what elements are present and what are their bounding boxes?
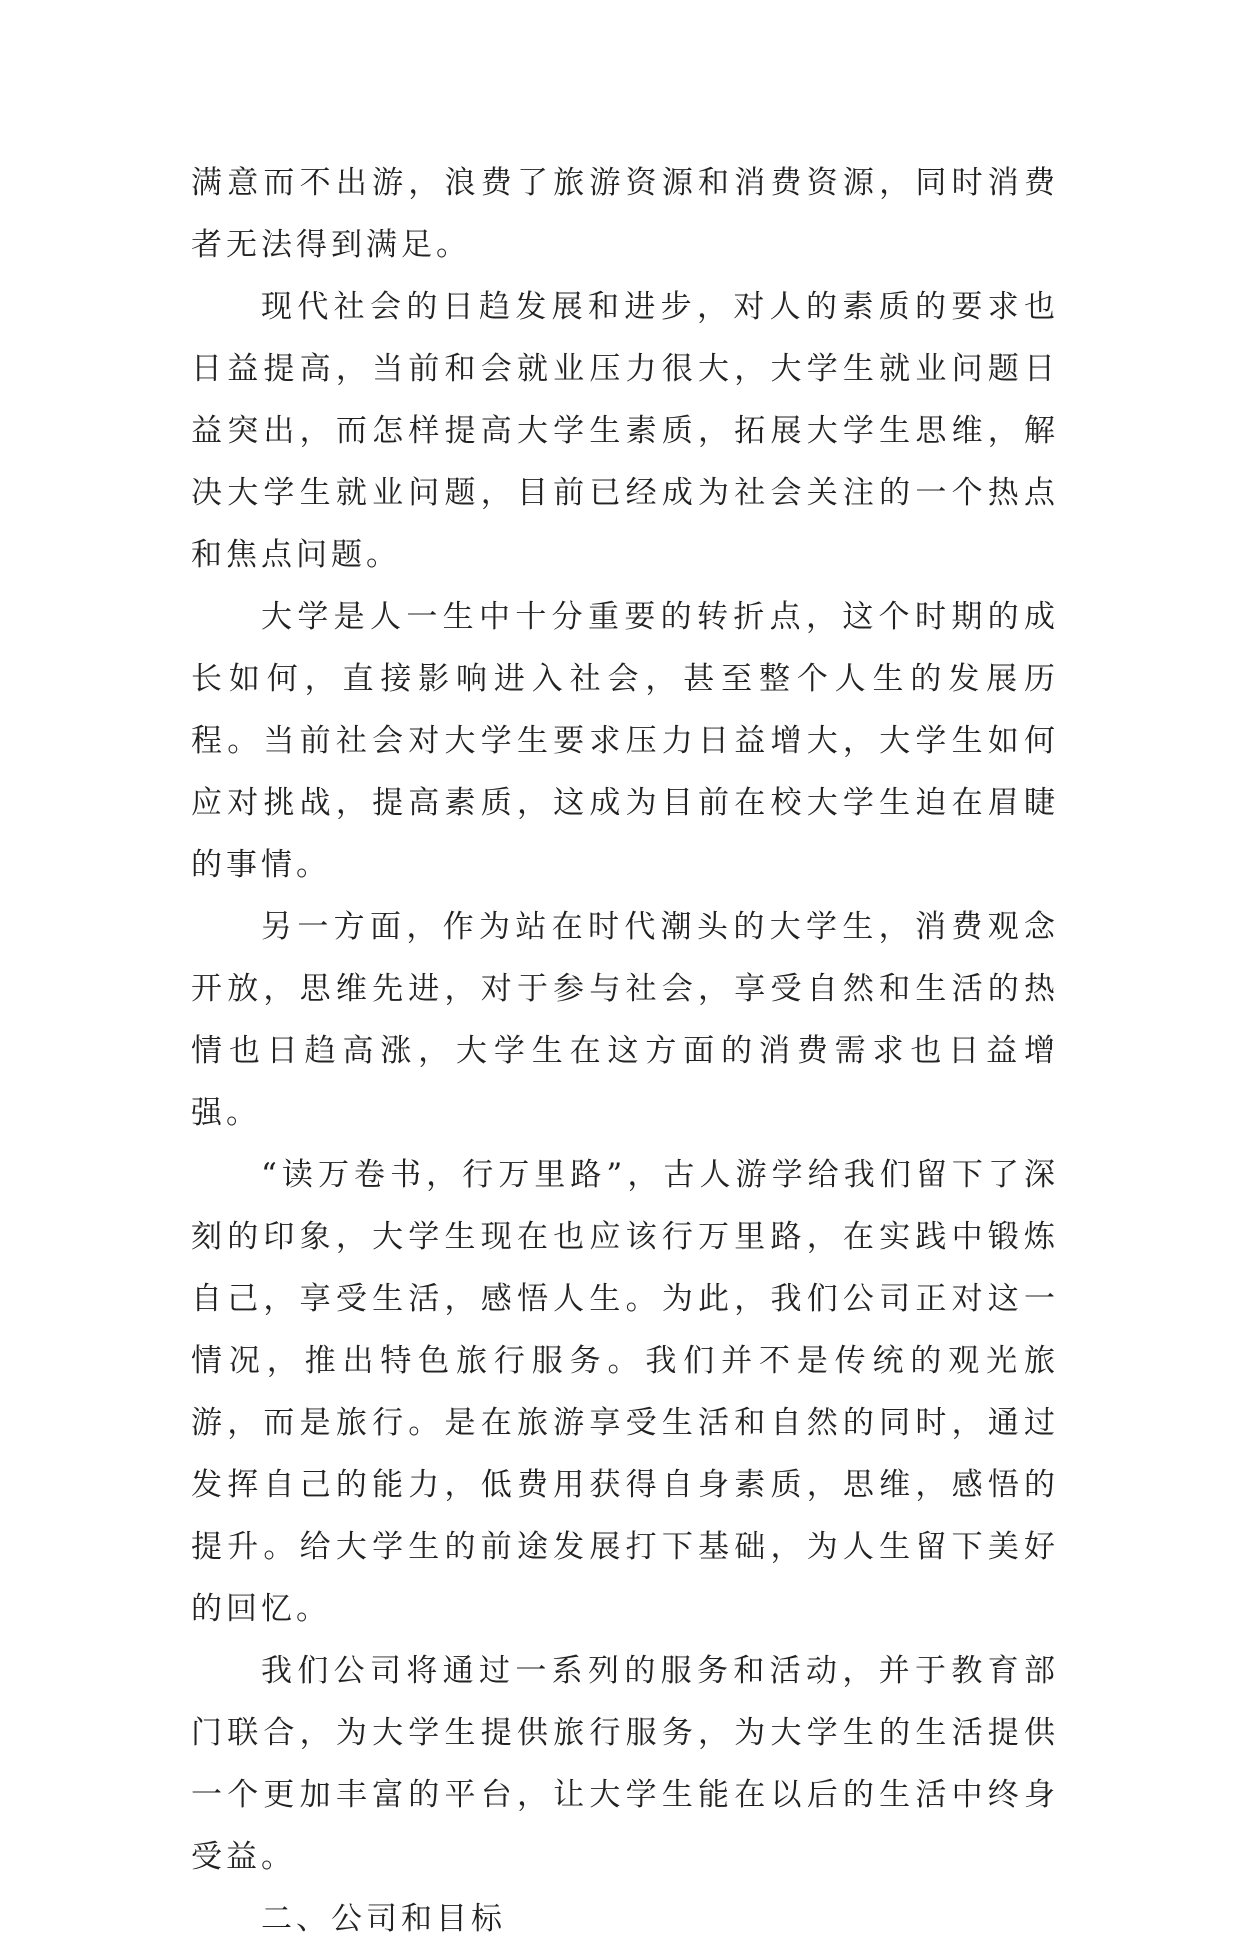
section-heading: 二、公司和目标 (261, 1901, 506, 1937)
paragraph-social-development: 现代社会的日趋发展和进步，对人的素质的要求也日益提高，当前和会就业压力很大，大学生就业问题日益突出，而怎样提高大学生素质，拓展大学生思维，解决大学生就业问题，目前已经成为社会关注的一个热点和焦点问题。 (191, 289, 1059, 573)
paragraph-continuation: 满意而不出游，浪费了旅游资源和消费资源，同时消费者无法得到满足。 (191, 165, 1059, 263)
paragraph-travel-service: “读万卷书，行万里路”，古人游学给我们留下了深刻的印象，大学生现在也应该行万里路，在实践中锻炼自己，享受生活，感悟人生。为此，我们公司正对这一情况，推出特色旅行服务。我们并不是传统的观光旅游，而是旅行。是在旅游享受生活和自然的同时，通过发挥自己的能力，低费用获得自身素质，思维，感悟的提升。给大学生的前途发展打下基础，为人生留下美好的回忆。 (191, 1157, 1059, 1627)
paragraph-company-plan: 我们公司将通过一系列的服务和活动，并于教育部门联合，为大学生提供旅行服务，为大学生的生活提供一个更加丰富的平台，让大学生能在以后的生活中终身受益。 (191, 1653, 1059, 1875)
document-body (191, 152, 1059, 1950)
paragraph-university-turning-point: 大学是人一生中十分重要的转折点，这个时期的成长如何，直接影响进入社会，甚至整个人生的发展历程。当前社会对大学生要求压力日益增大，大学生如何应对挑战，提高素质，这成为目前在校大学生迫在眉睫的事情。 (191, 599, 1059, 883)
paragraph-consumption-demand: 另一方面，作为站在时代潮头的大学生，消费观念开放，思维先进，对于参与社会，享受自然和生活的热情也日趋高涨，大学生在这方面的消费需求也日益增强。 (191, 909, 1059, 1131)
